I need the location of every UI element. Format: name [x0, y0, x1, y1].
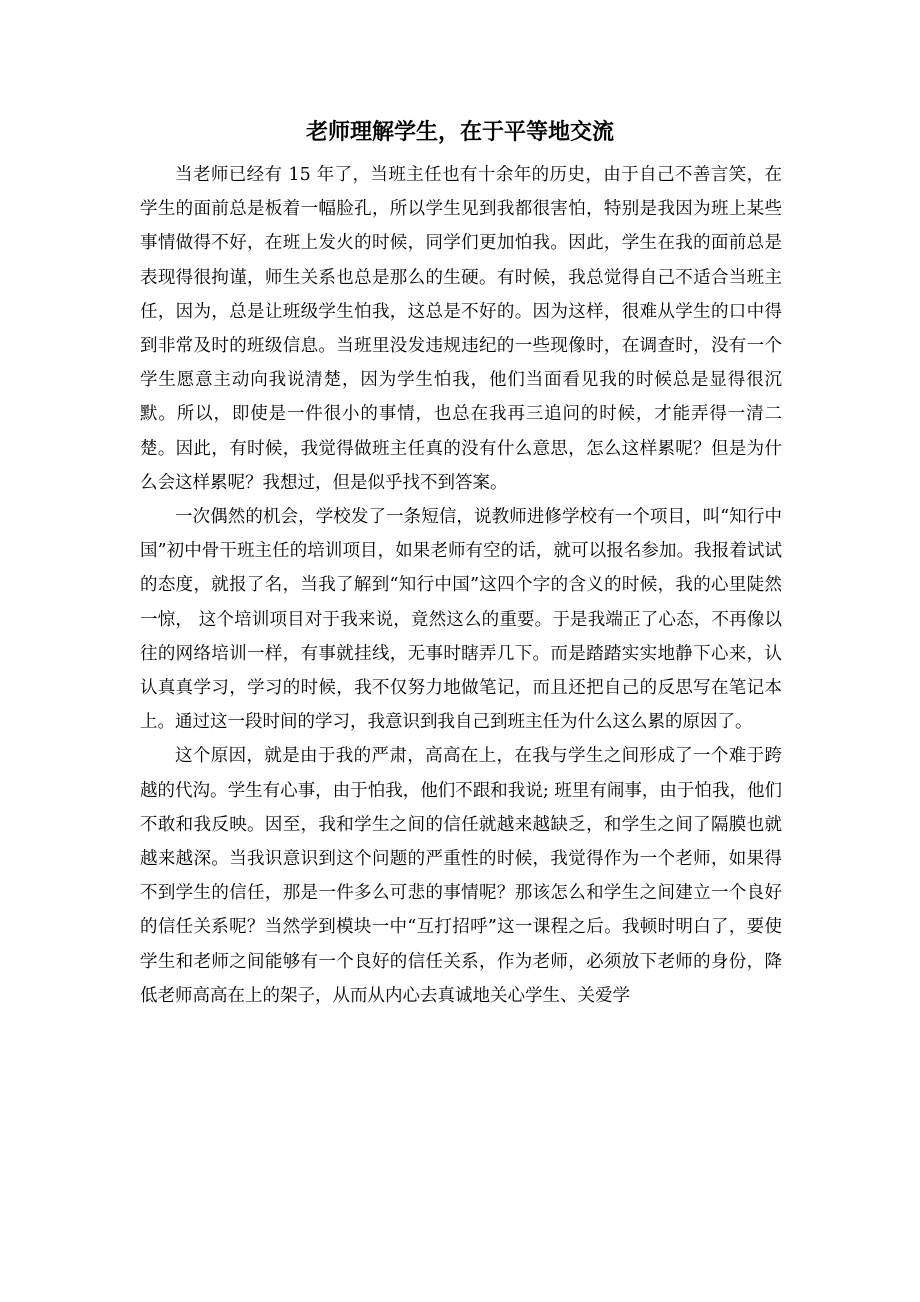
- paragraph: 当老师已经有 15 年了，当班主任也有十余年的历史，由于自己不善言笑，在学生的面前总是板着一幅脸孔，所以学生见到我都很害怕，特别是我因为班上某些事情做得不好，在班上发火的时候，同学们更加怕我。因此，学生在我的面前总是表现得很拘谨，师生关系也总是那么的生硬。有时候，我总觉得自己不适合当班主任，因为，总是让班级学生怕我，这总是不好的。因为这样，很难从学生的口中得到非常及时的班级信息。当班里没发违规违纪的一些现像时，在调查时，没有一个学生愿意主动向我说清楚，因为学生怕我，他们当面看见我的时候总是显得很沉默。所以，即使是一件很小的事情，也总在我再三追问的时候，才能弄得一清二楚。因此，有时候，我觉得做班主任真的没有什么意思，怎么这样累呢？但是为什么会这样累呢？我想过，但是似乎找不到答案。: [140, 165, 782, 493]
- paragraph: 这个原因，就是由于我的严肃，高高在上，在我与学生之间形成了一个难于跨越的代沟。学生有心事，由于怕我，他们不跟和我说; 班里有闹事，由于怕我，他们不敢和我反映。因至，我和学生之间的信任就越来越缺乏，和学生之间了隔膜也就越来越深。当我识意识到这个问题的严重性的时候，我觉得作为一个老师，如果得不到学生的信任，那是一件多么可悲的事情呢？那该怎么和学生之间建立一个良好的信任关系呢？当然学到模块一中“互打招呼”这一课程之后。我顿时明白了，要使学生和老师之间能够有一个良好的信任关系，作为老师，必须放下老师的身份，降低老师高高在上的架子，从而从内心去真诚地关心学生、关爱学: [140, 746, 782, 1006]
- paragraph: 一次偶然的机会，学校发了一条短信，说教师进修学校有一个项目，叫“知行中国”初中骨干班主任的培训项目，如果老师有空的话，就可以报名参加。我报着试试的态度，就报了名，当我了解到“知行中国”这四个字的含义的时候，我的心里陡然一惊， 这个培训项目对于我来说，竟然这么的重要。于是我端正了心态，不再像以往的网络培训一样，有事就挂线，无事时瞎弄几下。而是踏踏实实地静下心来，认认真真学习，学习的时候，我不仅努力地做笔记，而且还把自己的反思写在笔记本上。通过这一段时间的学习，我意识到我自己到班主任为什么这么累的原因了。: [140, 507, 782, 733]
- document-body: [140, 158, 782, 1013]
- document-title: 老师理解学生，在于平等地交流: [305, 120, 614, 145]
